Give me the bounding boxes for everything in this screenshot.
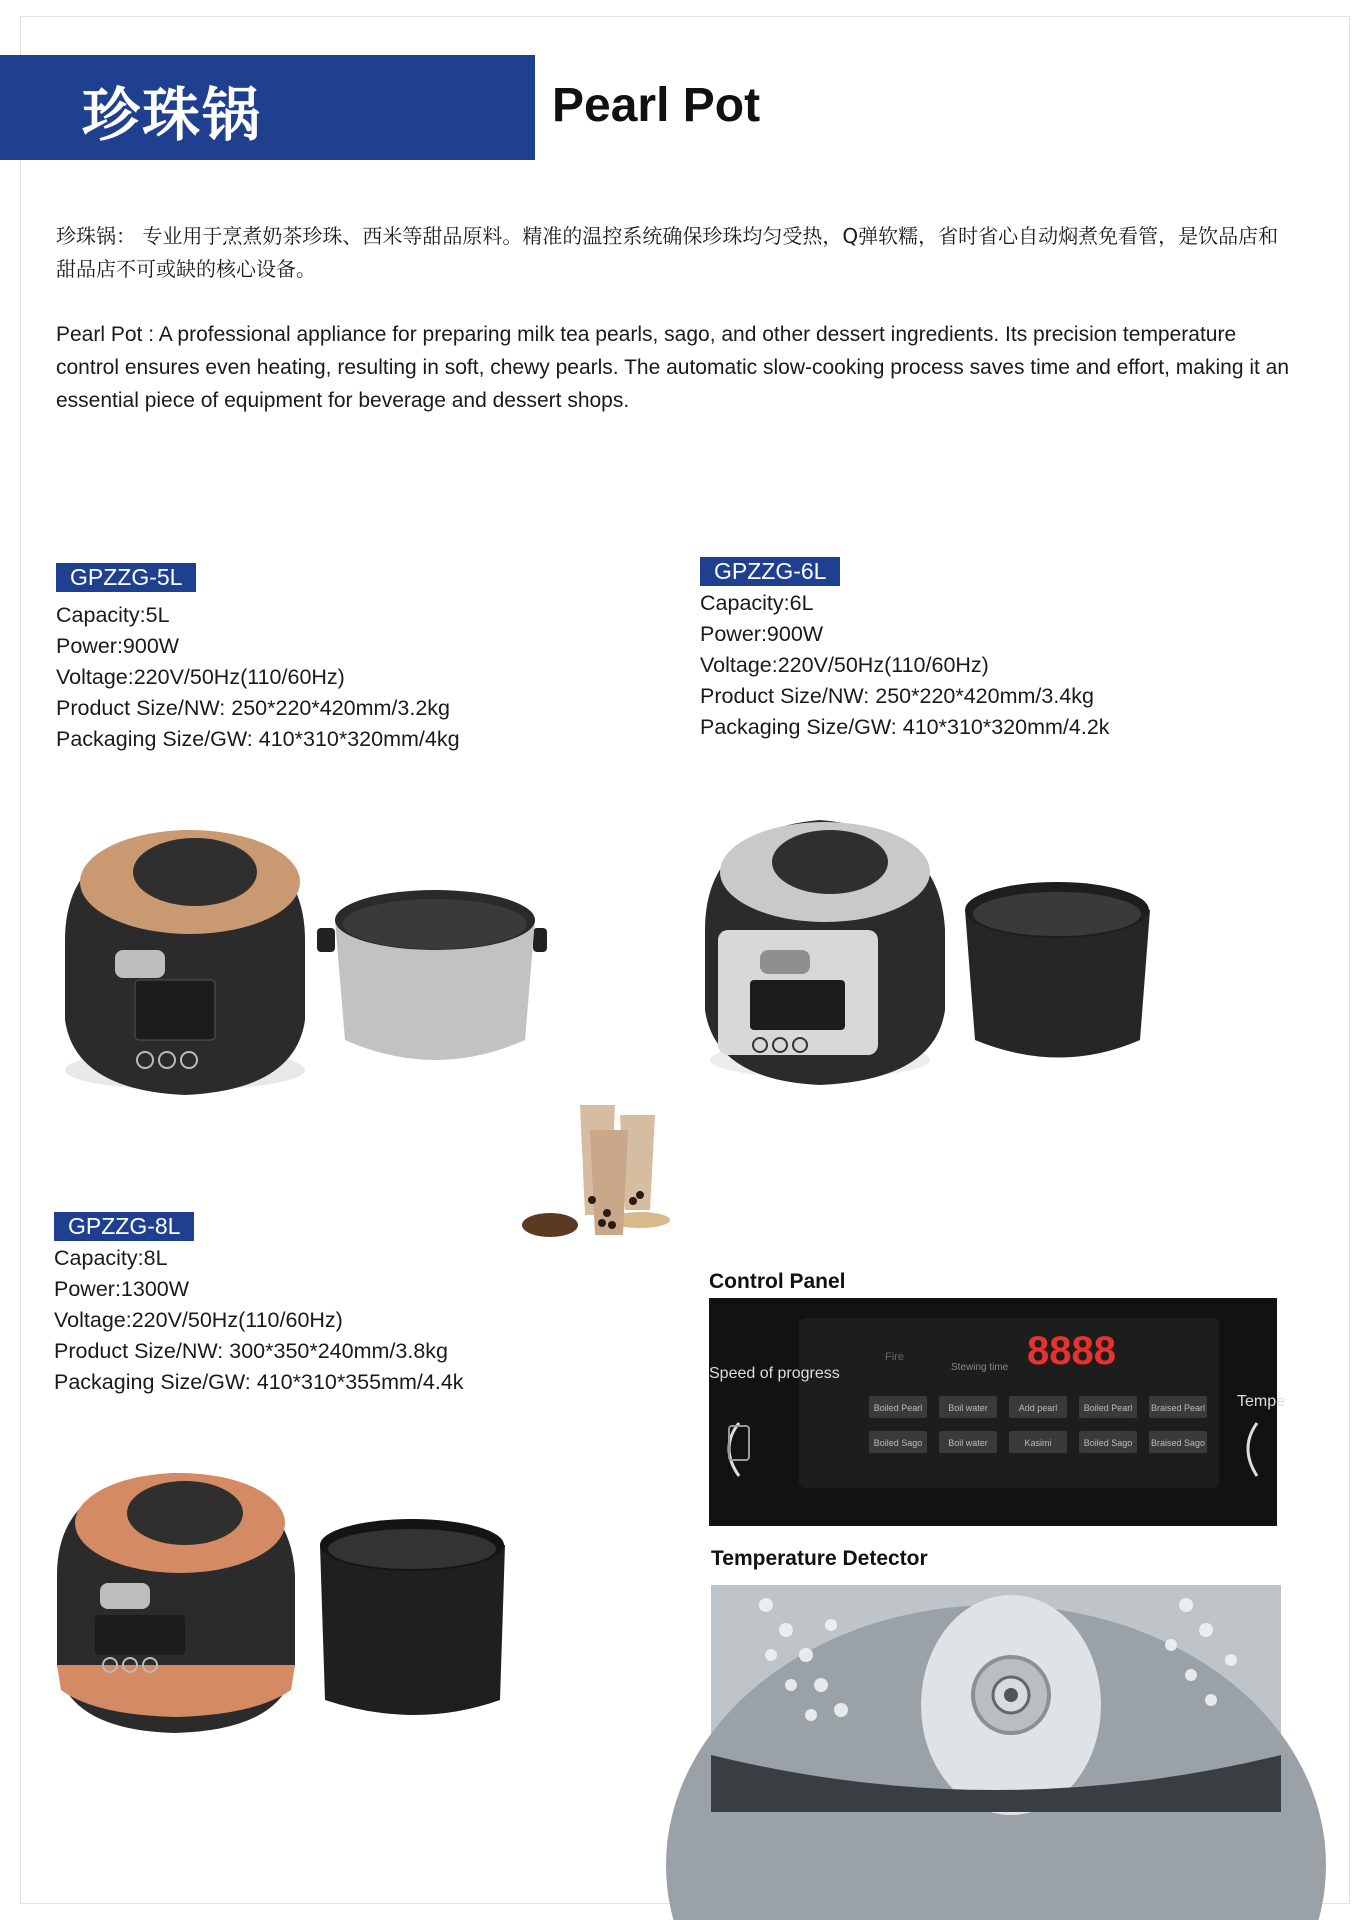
svg-text:Fire: Fire [885,1351,904,1363]
model-spec-6l [700,557,1110,743]
spec-capacity: Capacity:5L [56,603,170,627]
control-panel-image [709,1298,1286,1526]
temperature-detector-image [711,1585,1281,1812]
spec-capacity: Capacity:6L [700,591,814,615]
spec-size: Product Size/NW: 300*350*240mm/3.8kg [54,1339,448,1363]
panel-button-label: Add pearl [1018,1403,1058,1413]
title-band [0,55,535,160]
spec-capacity: Capacity:8L [54,1246,168,1270]
intro-chinese: 珍珠锅： 专业用于烹煮奶茶珍珠、西米等甜品原料。精准的温控系统确保珍珠均匀受热，Q弹软糯，省时省心自动焖煮免看管，是饮品店和甜品店不可或缺的核心设备。 [56,224,1279,281]
spec-packaging: Packaging Size/GW: 410*310*320mm/4.2k [700,715,1110,739]
panel-button-label: Boil water [948,1403,988,1413]
spec-voltage: Voltage:220V/50Hz(110/60Hz) [56,665,345,689]
model-spec-5l [56,563,460,755]
pearl-pot-6l-image [700,810,1160,1090]
temperature-text: Tempe [1237,1393,1286,1410]
panel-button-label: Boiled Pearl [1083,1403,1133,1413]
panel-button-label: Braised Sago [1150,1438,1206,1448]
panel-buttons-row1 [869,1396,1207,1418]
spec-power: Power:900W [56,634,180,658]
spec-packaging: Packaging Size/GW: 410*310*355mm/4.4k [54,1370,464,1394]
spec-size: Product Size/NW: 250*220*420mm/3.4kg [700,684,1094,708]
title-english: Pearl Pot [552,79,761,132]
spec-power: Power:1300W [54,1277,190,1301]
pearl-pot-8l-image [55,1465,525,1740]
panel-button-label: Boiled Pearl [873,1403,923,1413]
bubble-tea-image [520,1095,700,1255]
panel-button-label: Boiled Sago [873,1438,923,1448]
model-tag: GPZZG-5L [56,563,196,592]
model-tag: GPZZG-6L [700,557,840,586]
temperature-detector-label: Temperature Detector [711,1547,928,1570]
spec-size: Product Size/NW: 250*220*420mm/3.2kg [56,696,450,720]
spec-voltage: Voltage:220V/50Hz(110/60Hz) [54,1308,343,1332]
panel-button-label: Boil water [948,1438,988,1448]
title-chinese: 珍珠锅 [82,81,263,149]
control-panel-label: Control Panel [709,1270,846,1293]
model-spec-8l [54,1212,464,1398]
speed-progress-text: Speed of progress [709,1365,840,1382]
intro-english: Pearl Pot : A professional appliance for preparing milk tea pearls, sago, and other dessert ingredients. Its precision temperature control ensures even heating, resulting in soft, chewy pearls. The automatic slow-cooking process saves time and effort, making it an essential piece of equipment for beverage and dessert shops. [56,323,1290,412]
svg-text:Stewing time: Stewing time [951,1362,1009,1373]
panel-button-label: Boiled Sago [1083,1438,1133,1448]
panel-buttons-row2 [869,1431,1207,1453]
pearl-pot-5l-image [55,820,545,1110]
spec-voltage: Voltage:220V/50Hz(110/60Hz) [700,653,989,677]
model-tag: GPZZG-8L [54,1212,194,1241]
panel-button-label: Braised Pearl [1150,1403,1206,1413]
digital-display: 8888 [1027,1329,1116,1373]
spec-packaging: Packaging Size/GW: 410*310*320mm/4kg [56,727,460,751]
spec-power: Power:900W [700,622,824,646]
panel-button-label: Kasimi [1024,1438,1052,1448]
